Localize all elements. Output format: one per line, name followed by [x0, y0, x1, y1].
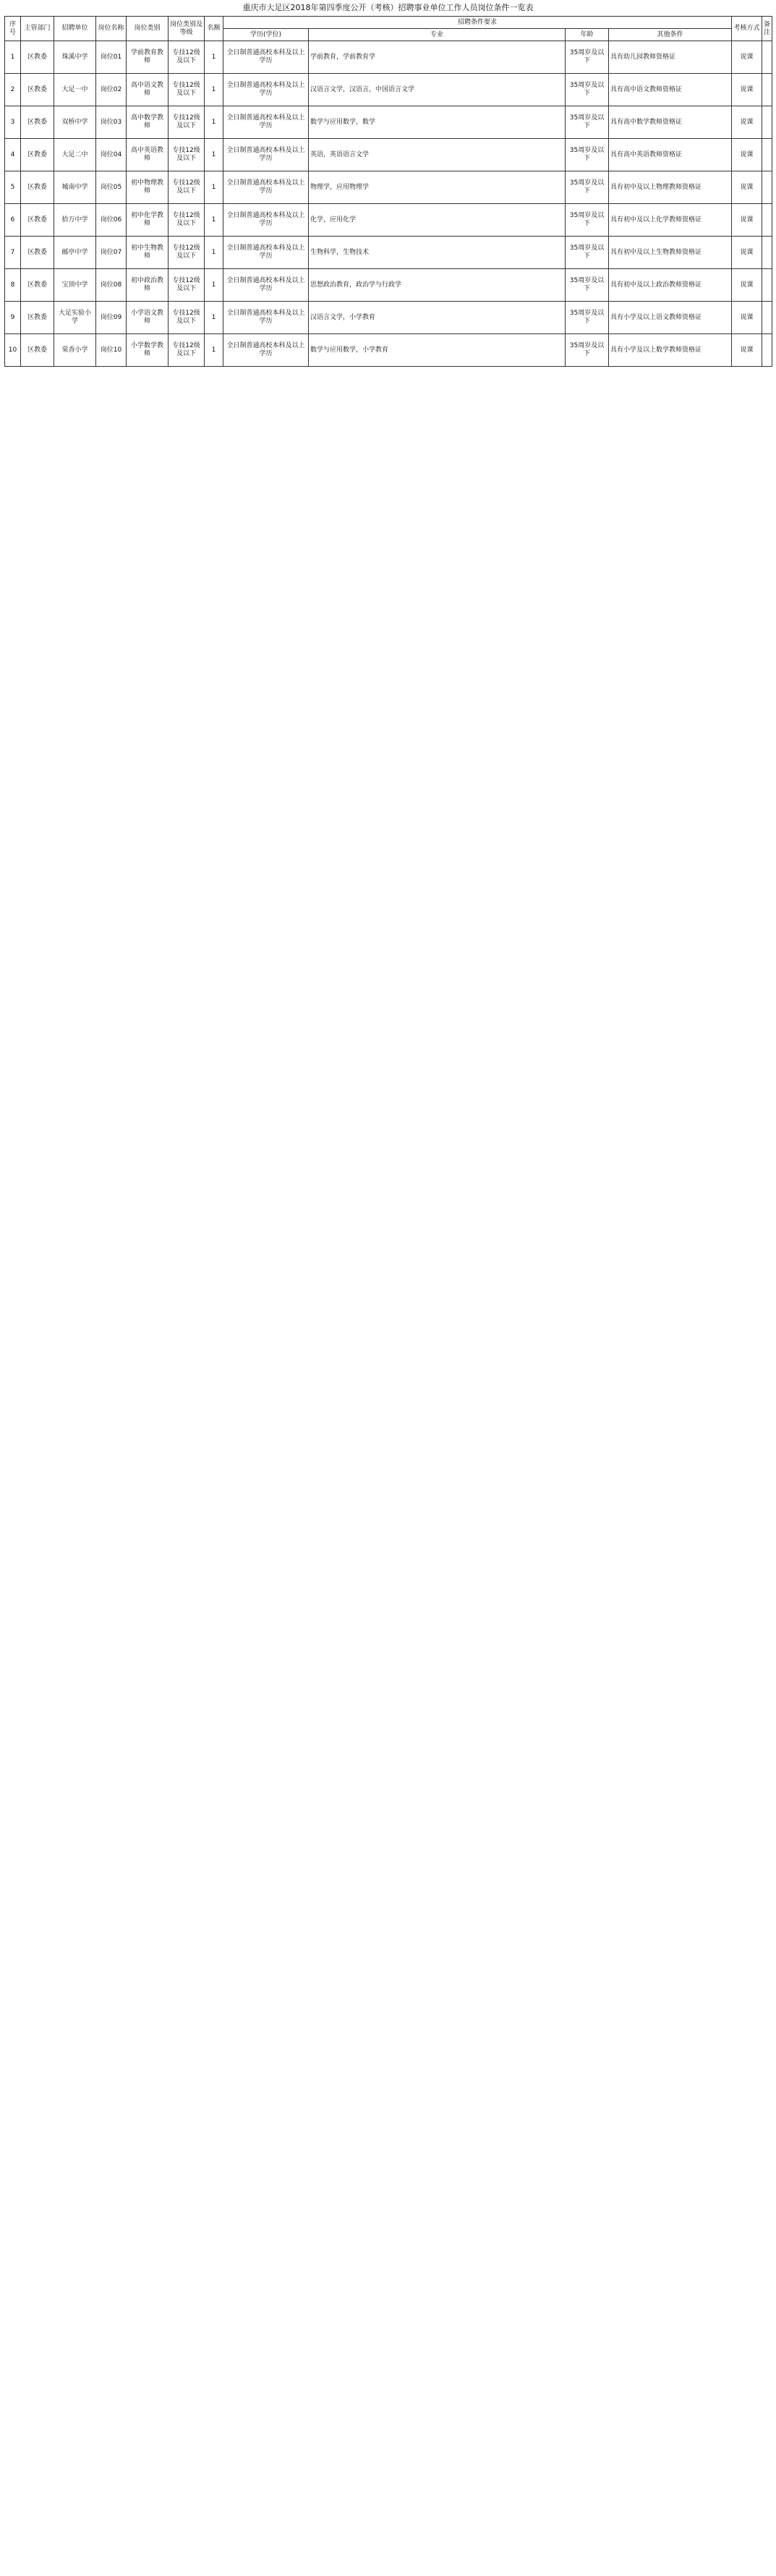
cell-other: 具有小学及以上语文教师资格证: [609, 302, 732, 334]
cell-exam: 说课: [732, 204, 762, 237]
cell-no: 1: [5, 41, 21, 74]
cell-grade: 专技12级及以下: [169, 41, 205, 74]
cell-edu: 全日制普通高校本科及以上学历: [223, 171, 309, 204]
cell-other: 具有高中英语教师资格证: [609, 139, 732, 171]
page-title: 重庆市大足区2018年第四季度公开（考核）招聘事业单位工作人员岗位条件一览表: [242, 3, 534, 12]
cell-dept: 区教委: [21, 269, 54, 302]
cell-post: 岗位03: [96, 106, 127, 139]
positions-table: [4, 16, 772, 367]
cell-age: 35周岁及以下: [566, 171, 609, 204]
cell-other: 具有高中数学教师资格证: [609, 106, 732, 139]
cell-major: 生物科学，生物技术: [309, 237, 566, 269]
table-row: [5, 334, 772, 367]
cell-num: 1: [205, 334, 223, 367]
cell-unit: 大足二中: [54, 139, 96, 171]
cell-no: 5: [5, 171, 21, 204]
cell-type: 小学数学教师: [127, 334, 169, 367]
cell-unit: 邮亭中学: [54, 237, 96, 269]
cell-edu: 全日制普通高校本科及以上学历: [223, 334, 309, 367]
header-type: 岗位类别: [127, 17, 169, 41]
cell-major: 汉语言文学，汉语言，中国语言文学: [309, 74, 566, 106]
cell-dept: 区教委: [21, 139, 54, 171]
cell-grade: 专技12级及以下: [169, 106, 205, 139]
cell-exam: 说课: [732, 139, 762, 171]
cell-type: 初中政治教师: [127, 269, 169, 302]
cell-age: 35周岁及以下: [566, 204, 609, 237]
header-cond: 招聘条件要求: [223, 17, 732, 29]
table-row: [5, 106, 772, 139]
cell-num: 1: [205, 171, 223, 204]
cell-edu: 全日制普通高校本科及以上学历: [223, 41, 309, 74]
cell-exam: 说课: [732, 302, 762, 334]
cell-unit: 双桥中学: [54, 106, 96, 139]
cell-post: 岗位06: [96, 204, 127, 237]
cell-other: 具有初中及以上化学教师资格证: [609, 204, 732, 237]
cell-grade: 专技12级及以下: [169, 204, 205, 237]
header-post: 岗位名称: [96, 17, 127, 41]
cell-type: 高中英语教师: [127, 139, 169, 171]
cell-remark: [762, 237, 772, 269]
cell-age: 35周岁及以下: [566, 41, 609, 74]
cell-other: 具有初中及以上物理教师资格证: [609, 171, 732, 204]
cell-type: 学前教育教师: [127, 41, 169, 74]
cell-no: 2: [5, 74, 21, 106]
table-wrapper: [4, 16, 772, 367]
cell-exam: 说课: [732, 41, 762, 74]
table-row: [5, 269, 772, 302]
header-other: 其他条件: [609, 29, 732, 41]
cell-num: 1: [205, 269, 223, 302]
cell-edu: 全日制普通高校本科及以上学历: [223, 237, 309, 269]
table-row: [5, 204, 772, 237]
cell-major: 思想政治教育，政治学与行政学: [309, 269, 566, 302]
table-row: [5, 237, 772, 269]
cell-dept: 区教委: [21, 204, 54, 237]
cell-remark: [762, 171, 772, 204]
cell-dept: 区教委: [21, 334, 54, 367]
table-row: [5, 41, 772, 74]
cell-major: 数学与应用数学，小学教育: [309, 334, 566, 367]
cell-unit: 大足实验小学: [54, 302, 96, 334]
cell-grade: 专技12级及以下: [169, 302, 205, 334]
cell-other: 具有高中语文教师资格证: [609, 74, 732, 106]
cell-num: 1: [205, 237, 223, 269]
cell-grade: 专技12级及以下: [169, 74, 205, 106]
cell-num: 1: [205, 204, 223, 237]
header-unit: 招聘单位: [54, 17, 96, 41]
cell-no: 7: [5, 237, 21, 269]
cell-major: 学前教育，学前教育学: [309, 41, 566, 74]
cell-grade: 专技12级及以下: [169, 334, 205, 367]
cell-major: 物理学，应用物理学: [309, 171, 566, 204]
cell-no: 10: [5, 334, 21, 367]
cell-other: 具有小学及以上数学教师资格证: [609, 334, 732, 367]
cell-post: 岗位08: [96, 269, 127, 302]
cell-major: 化学，应用化学: [309, 204, 566, 237]
cell-age: 35周岁及以下: [566, 269, 609, 302]
cell-dept: 区教委: [21, 171, 54, 204]
cell-edu: 全日制普通高校本科及以上学历: [223, 139, 309, 171]
cell-unit: 棠香小学: [54, 334, 96, 367]
cell-age: 35周岁及以下: [566, 106, 609, 139]
header-dept: 主管部门: [21, 17, 54, 41]
cell-major: 数学与应用数学，数学: [309, 106, 566, 139]
cell-num: 1: [205, 74, 223, 106]
cell-remark: [762, 302, 772, 334]
cell-post: 岗位02: [96, 74, 127, 106]
cell-edu: 全日制普通高校本科及以上学历: [223, 106, 309, 139]
cell-no: 9: [5, 302, 21, 334]
cell-type: 初中生物教师: [127, 237, 169, 269]
cell-major: 汉语言文学，小学教育: [309, 302, 566, 334]
cell-age: 35周岁及以下: [566, 302, 609, 334]
cell-edu: 全日制普通高校本科及以上学历: [223, 302, 309, 334]
cell-remark: [762, 74, 772, 106]
cell-post: 岗位04: [96, 139, 127, 171]
header-no: 序号: [5, 17, 21, 41]
cell-exam: 说课: [732, 269, 762, 302]
cell-no: 8: [5, 269, 21, 302]
cell-type: 初中物理教师: [127, 171, 169, 204]
cell-type: 小学语文教师: [127, 302, 169, 334]
cell-num: 1: [205, 139, 223, 171]
cell-num: 1: [205, 106, 223, 139]
cell-edu: 全日制普通高校本科及以上学历: [223, 269, 309, 302]
cell-remark: [762, 106, 772, 139]
cell-other: 具有初中及以上政治教师资格证: [609, 269, 732, 302]
table-row: [5, 139, 772, 171]
cell-remark: [762, 41, 772, 74]
cell-edu: 全日制普通高校本科及以上学历: [223, 74, 309, 106]
cell-exam: 说课: [732, 237, 762, 269]
cell-dept: 区教委: [21, 106, 54, 139]
cell-type: 高中语文教师: [127, 74, 169, 106]
cell-age: 35周岁及以下: [566, 74, 609, 106]
table-row: [5, 302, 772, 334]
cell-post: 岗位10: [96, 334, 127, 367]
cell-unit: 宝顶中学: [54, 269, 96, 302]
cell-unit: 大足一中: [54, 74, 96, 106]
cell-num: 1: [205, 41, 223, 74]
header-exam: 考核方式: [732, 17, 762, 41]
cell-remark: [762, 269, 772, 302]
cell-type: 初中化学教师: [127, 204, 169, 237]
cell-grade: 专技12级及以下: [169, 269, 205, 302]
cell-unit: 城南中学: [54, 171, 96, 204]
header-row-1: [5, 17, 772, 29]
header-major: 专业: [309, 29, 566, 41]
cell-exam: 说课: [732, 74, 762, 106]
cell-remark: [762, 204, 772, 237]
cell-post: 岗位01: [96, 41, 127, 74]
header-grade: 岗位类别及等级: [169, 17, 205, 41]
cell-dept: 区教委: [21, 74, 54, 106]
cell-exam: 说课: [732, 106, 762, 139]
cell-exam: 说课: [732, 171, 762, 204]
cell-post: 岗位07: [96, 237, 127, 269]
cell-other: 具有初中及以上生物教师资格证: [609, 237, 732, 269]
cell-unit: 珠溪中学: [54, 41, 96, 74]
cell-edu: 全日制普通高校本科及以上学历: [223, 204, 309, 237]
cell-dept: 区教委: [21, 302, 54, 334]
header-edu: 学历(学位): [223, 29, 309, 41]
cell-exam: 说课: [732, 334, 762, 367]
cell-no: 3: [5, 106, 21, 139]
cell-remark: [762, 334, 772, 367]
cell-post: 岗位05: [96, 171, 127, 204]
cell-grade: 专技12级及以下: [169, 139, 205, 171]
cell-age: 35周岁及以下: [566, 334, 609, 367]
cell-unit: 拾万中学: [54, 204, 96, 237]
cell-remark: [762, 139, 772, 171]
cell-dept: 区教委: [21, 41, 54, 74]
cell-age: 35周岁及以下: [566, 237, 609, 269]
cell-num: 1: [205, 302, 223, 334]
header-remark: 备注: [762, 17, 772, 41]
table-row: [5, 74, 772, 106]
cell-type: 高中数学教师: [127, 106, 169, 139]
cell-no: 6: [5, 204, 21, 237]
header-num: 名额: [205, 17, 223, 41]
cell-post: 岗位09: [96, 302, 127, 334]
cell-major: 英语，英语语言文学: [309, 139, 566, 171]
cell-grade: 专技12级及以下: [169, 171, 205, 204]
cell-age: 35周岁及以下: [566, 139, 609, 171]
cell-dept: 区教委: [21, 237, 54, 269]
header-age: 年龄: [566, 29, 609, 41]
table-row: [5, 171, 772, 204]
cell-grade: 专技12级及以下: [169, 237, 205, 269]
cell-no: 4: [5, 139, 21, 171]
cell-other: 具有幼儿园教师资格证: [609, 41, 732, 74]
